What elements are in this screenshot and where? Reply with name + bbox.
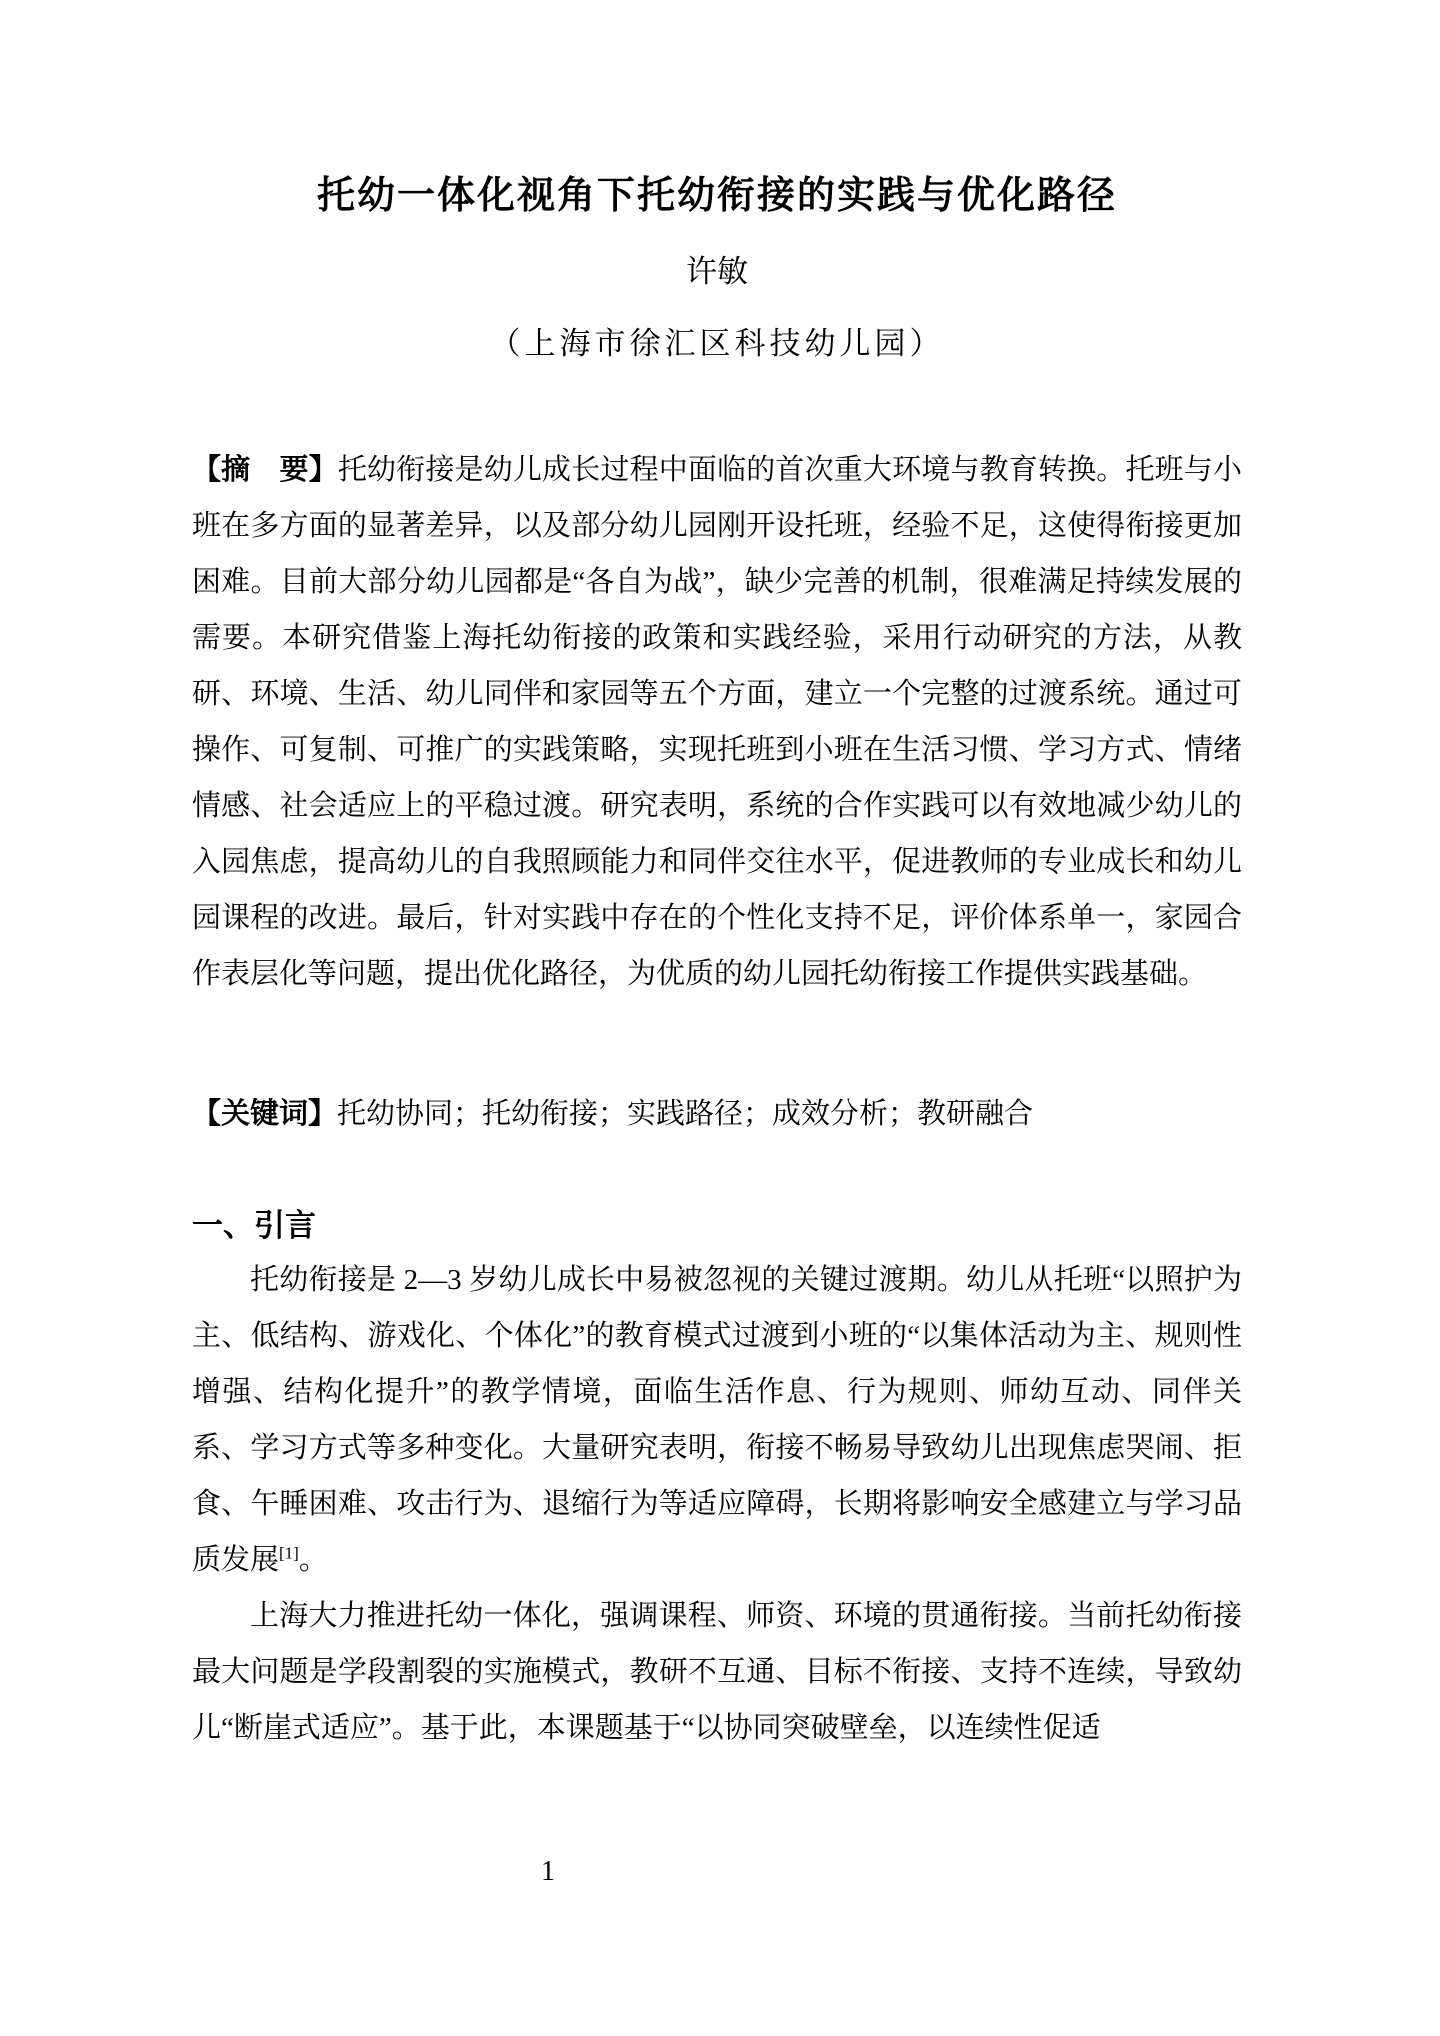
author-name: 许敏 [686,254,748,289]
paper-title: 托幼一体化视角下托幼衔接的实践与优化路径 [316,175,1117,217]
intro-paragraph-1-period: 。 [298,1544,328,1576]
intro-paragraph-1 [192,1252,1242,1588]
keywords-label: 【关键词】 [192,1098,338,1130]
author-affiliation: （上海市徐汇区科技幼儿园） [489,326,945,361]
footnote-ref-1: [1] [279,1543,299,1563]
abstract-paragraph [192,442,1242,1002]
page-number: 1 [541,1856,555,1887]
section-heading-introduction: 一、引言 [192,1208,316,1243]
abstract-label: 【摘 要】 [192,454,338,486]
intro-paragraph-2: 上海大力推进托幼一体化，强调课程、师资、环境的贯通衔接。当前托幼衔接最大问题是学段割裂的实施模式，教研不互通、目标不衔接、支持不连续，导致幼儿“断崖式适应”。基于此，本课题基于“以协同突破壁垒，以连续性促适 [192,1600,1242,1744]
text-column [192,0,1242,1756]
keywords-text: 托幼协同；托幼衔接；实践路径；成效分析；教研融合 [337,1098,1034,1130]
abstract-text: 托幼衔接是幼儿成长过程中面临的首次重大环境与教育转换。托班与小班在多方面的显著差异，以及部分幼儿园刚开设托班，经验不足，这使得衔接更加困难。目前大部分幼儿园都是“各自为战”，缺少完善的机制，很难满足持续发展的需要。本研究借鉴上海托幼衔接的政策和实践经验，采用行动研究的方法，从教研、环境、生活、幼儿同伴和家园等五个方面，建立一个完整的过渡系统。通过可操作、可复制、可推广的实践策略，实现托班到小班在生活习惯、学习方式、情绪情感、社会适应上的平稳过渡。研究表明，系统的合作实践可以有效地减少幼儿的入园焦虑，提高幼儿的自我照顾能力和同伴交往水平，促进教师的专业成长和幼儿园课程的改进。最后，针对实践中存在的个性化支持不足，评价体系单一，家园合作表层化等问题，提出优化路径，为优质的幼儿园托幼衔接工作提供实践基础。 [192,454,1242,990]
intro-paragraph-1-text: 托幼衔接是 2—3 岁幼儿成长中易被忽视的关键过渡期。幼儿从托班“以照护为主、低结构、游戏化、个体化”的教育模式过渡到小班的“以集体活动为主、规则性增强、结构化提升”的教学情境，面临生活作息、行为规则、师幼互动、同伴关系、学习方式等多种变化。大量研究表明，衔接不畅易导致幼儿出现焦虑哭闹、拒食、午睡困难、攻击行为、退缩行为等适应障碍，长期将影响安全感建立与学习品质发展 [192,1264,1242,1576]
keywords-line [192,1086,1242,1142]
